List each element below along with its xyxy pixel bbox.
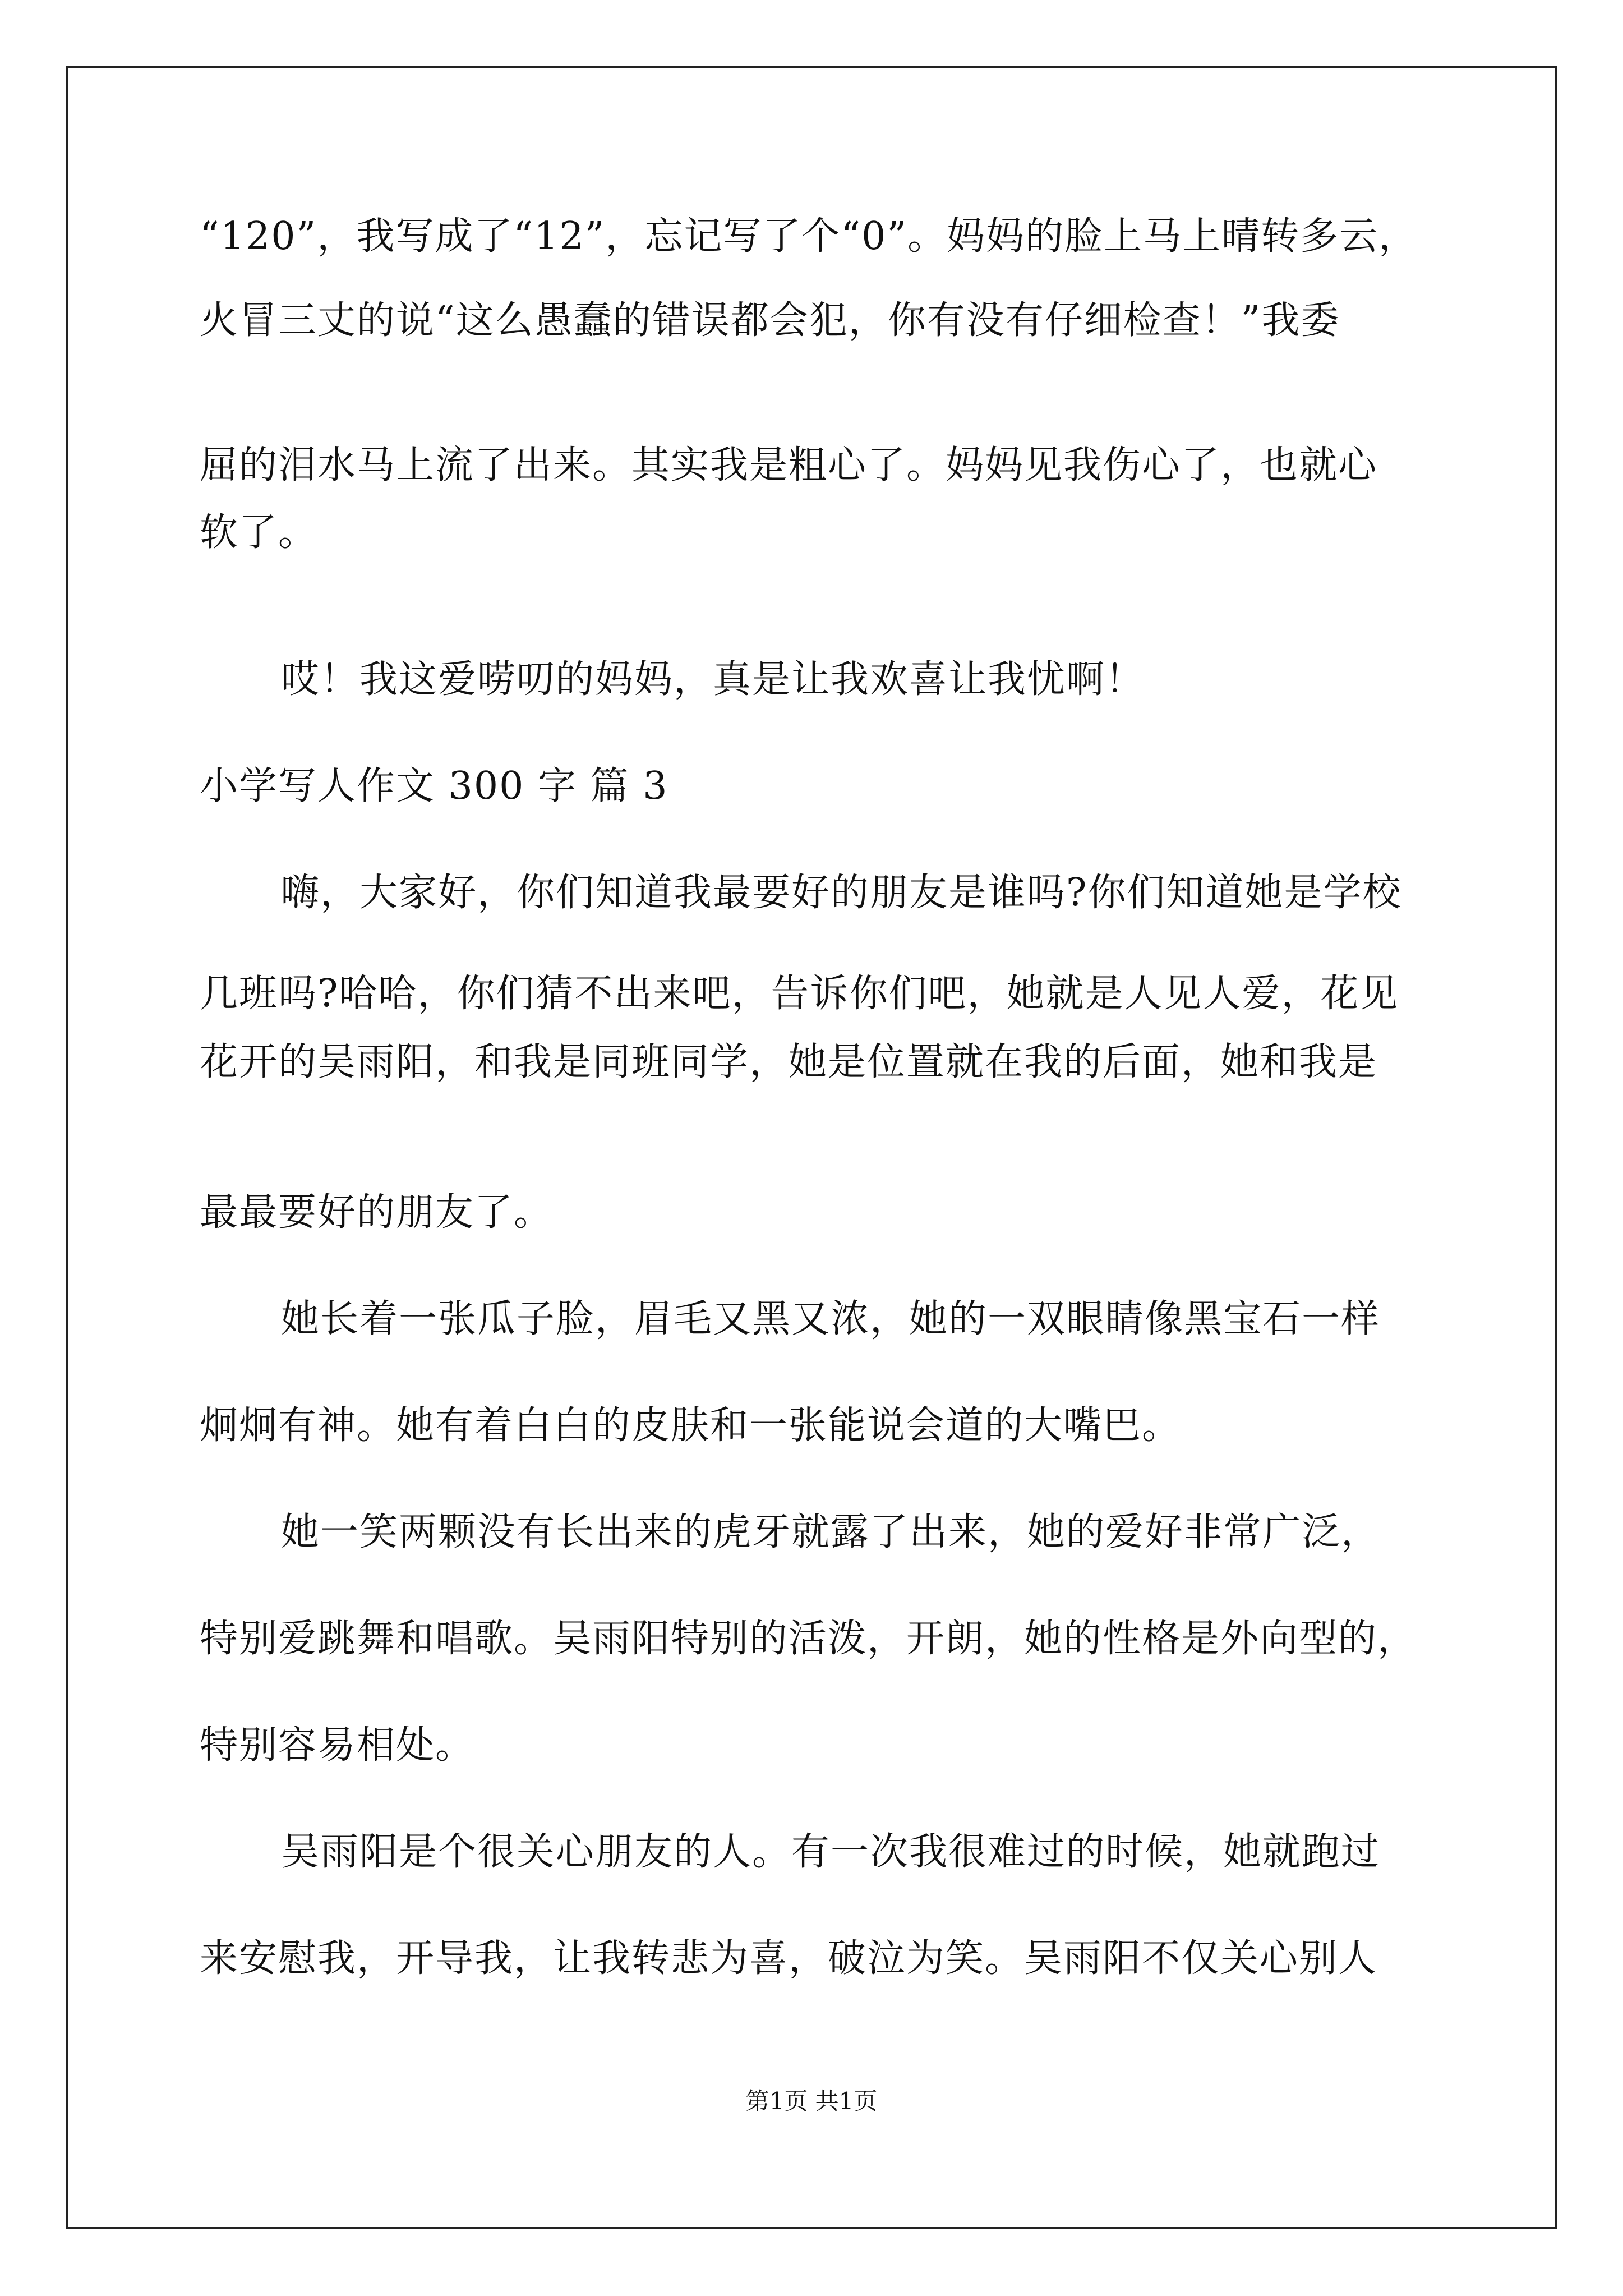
- paragraph-3-line-4: 最最要好的朋友了。: [200, 1190, 554, 1235]
- paragraph-4-line-1: 她长着一张瓜子脸，眉毛又黑又浓，她的一双眼睛像黑宝石一样: [281, 1297, 1381, 1341]
- paragraph-3-line-3: 花开的吴雨阳，和我是同班同学，她是位置就在我的后面，她和我是: [200, 1040, 1378, 1084]
- paragraph-1-line-3: 屈的泪水马上流了出来。其实我是粗心了。妈妈见我伤心了，也就心: [200, 443, 1378, 487]
- section-heading: 小学写人作文 300 字 篇 3: [200, 764, 668, 808]
- paragraph-5-line-3: 特别容易相处。: [200, 1723, 475, 1768]
- paragraph-5-line-1: 她一笑两颗没有长出来的虎牙就露了出来，她的爱好非常广泛，: [281, 1510, 1381, 1554]
- page-footer: 第1页 共1页: [745, 2087, 878, 2115]
- paragraph-1-line-4: 软了。: [200, 510, 318, 555]
- paragraph-5-line-2: 特别爱跳舞和唱歌。吴雨阳特别的活泼，开朗，她的性格是外向型的，: [200, 1617, 1417, 1661]
- paragraph-4-line-2: 炯炯有神。她有着白白的皮肤和一张能说会道的大嘴巴。: [200, 1404, 1182, 1448]
- paragraph-3-line-1: 嗨，大家好，你们知道我最要好的朋友是谁吗?你们知道她是学校: [281, 871, 1402, 915]
- paragraph-6-line-1: 吴雨阳是个很关心朋友的人。有一次我很难过的时候，她就跑过: [281, 1830, 1381, 1874]
- paragraph-6-line-2: 来安慰我，开导我，让我转悲为喜，破泣为笑。吴雨阳不仅关心别人: [200, 1936, 1378, 1981]
- page-border: [66, 66, 1557, 2229]
- paragraph-1-line-1: “120”，我写成了“12”，忘记写了个“0”。妈妈的脸上马上晴转多云，: [200, 214, 1418, 259]
- paragraph-2-line-1: 哎！我这爱唠叨的妈妈，真是让我欢喜让我忧啊！: [281, 657, 1145, 702]
- paragraph-3-line-2: 几班吗?哈哈，你们猜不出来吧，告诉你们吧，她就是人见人爱，花见: [200, 972, 1399, 1016]
- paragraph-1-line-2: 火冒三丈的说“这么愚蠢的错误都会犯，你有没有仔细检查！”我委: [200, 298, 1340, 343]
